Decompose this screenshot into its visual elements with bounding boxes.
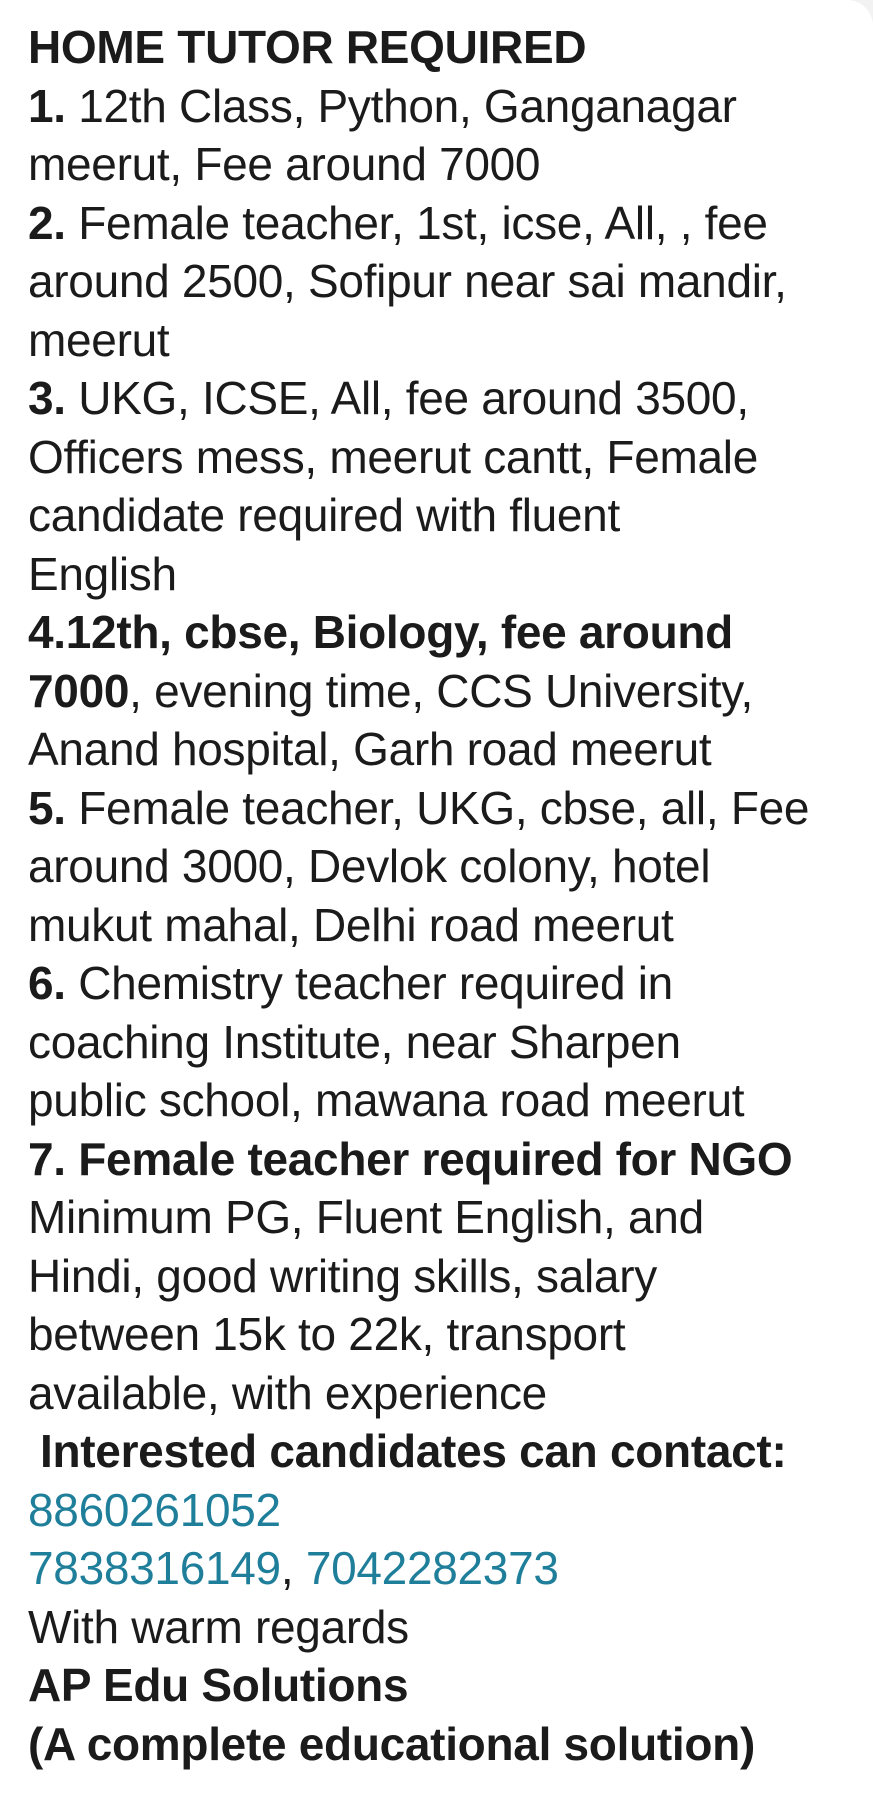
job-item-4-line-1: 4.12th, cbse, Biology, fee around [28, 606, 733, 658]
item-text: , evening time, CCS University, [129, 664, 753, 717]
job-item-4-line-3: Anand hospital, Garh road meerut [28, 723, 712, 775]
item-number: 3. [28, 372, 66, 424]
job-item-7-line-3: Hindi, good writing skills, salary [28, 1249, 657, 1302]
item-number: 2. [28, 196, 66, 249]
item-fee: 7000 [28, 664, 130, 717]
item-number: 6. [28, 957, 66, 1009]
job-item-2-line-3: meerut [28, 313, 170, 366]
job-item-6-line-1 [28, 954, 853, 1013]
job-item-5-line-1 [28, 779, 853, 838]
job-item-7-line-2: Minimum PG, Fluent English, and [28, 1191, 704, 1243]
job-item-5-line-3: mukut mahal, Delhi road meerut [28, 898, 674, 951]
phone-link[interactable]: 8860261052 [28, 1483, 281, 1536]
job-item-3-line-2: Officers mess, meerut cantt, Female [28, 430, 758, 483]
regards-text: With warm regards [28, 1600, 409, 1653]
job-item-6-line-2: coaching Institute, near Sharpen [28, 1015, 681, 1068]
phone-row-1 [28, 1481, 853, 1540]
item-text: 12th Class, Python, Ganganagar [65, 79, 737, 132]
item-text: UKG, ICSE, All, fee around 3500, [65, 372, 749, 424]
job-item-7-line-4: between 15k to 22k, transport [28, 1308, 626, 1360]
phone-row-2 [28, 1539, 853, 1598]
job-item-4-line-2 [28, 662, 853, 721]
phone-separator: , [280, 1542, 306, 1594]
item-text: Chemistry teacher required in [65, 957, 673, 1009]
phone-link[interactable]: 7838316149 [28, 1542, 281, 1594]
job-item-6-line-3: public school, mawana road meerut [28, 1074, 745, 1126]
job-item-1-line-2: meerut, Fee around 7000 [28, 138, 541, 190]
job-item-7-line-1: 7. Female teacher required for NGO [28, 1132, 793, 1185]
job-item-1-line-1 [28, 77, 853, 136]
org-name: AP Edu Solutions [28, 1659, 409, 1711]
job-item-2-line-1 [28, 194, 853, 253]
job-item-3-line-3: candidate required with fluent [28, 489, 620, 541]
job-item-2-line-2: around 2500, Sofipur near sai mandir, [28, 255, 787, 307]
contact-heading: Interested candidates can contact: [40, 1425, 787, 1477]
phone-link[interactable]: 7042282373 [305, 1542, 559, 1594]
org-tagline: (A complete educational solution) [28, 1717, 755, 1770]
job-item-5-line-2: around 3000, Devlok colony, hotel [28, 840, 711, 892]
item-number: 5. [28, 781, 66, 834]
message-title: HOME TUTOR REQUIRED [28, 21, 587, 73]
job-item-3-line-1 [28, 369, 853, 428]
item-number: 1. [28, 79, 66, 132]
item-text: Female teacher, UKG, cbse, all, Fee [65, 781, 810, 834]
job-item-3-line-4: English [28, 547, 177, 600]
job-item-7-line-5: available, with experience [28, 1366, 547, 1419]
item-text: Female teacher, 1st, icse, All, , fee [65, 196, 768, 249]
